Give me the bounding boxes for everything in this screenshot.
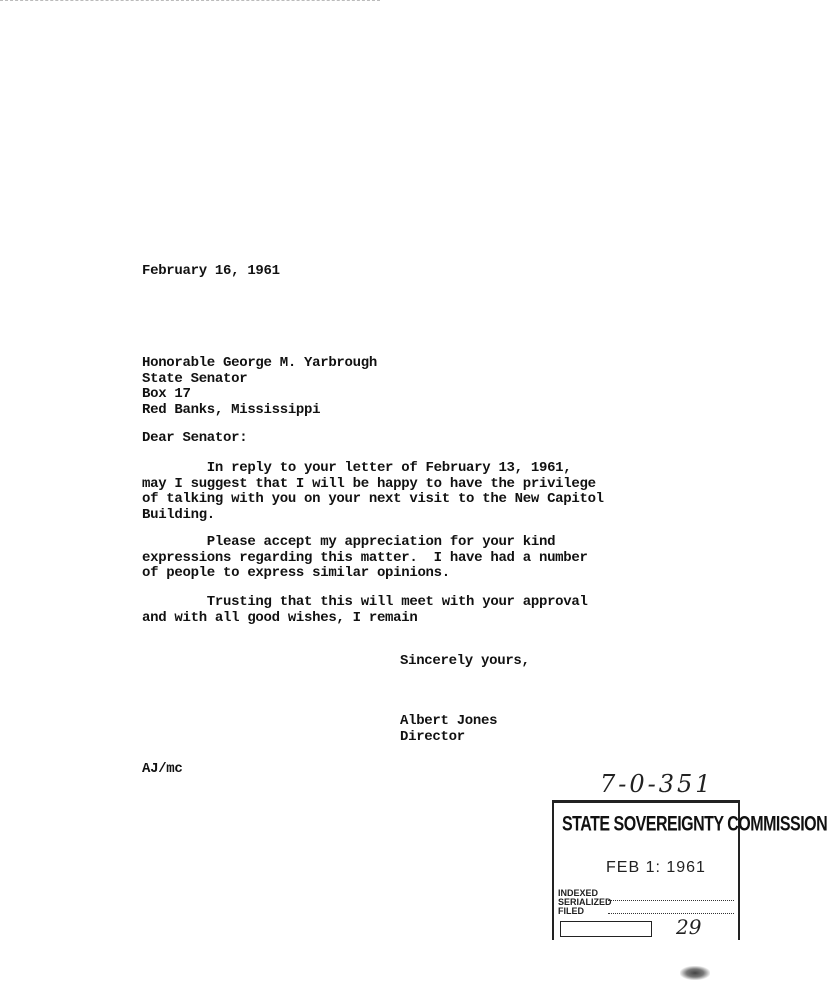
ink-smudge — [680, 966, 710, 980]
address-line: Box 17 — [142, 386, 191, 402]
signature-block — [400, 714, 497, 745]
recipient-address — [142, 356, 377, 418]
signer-title: Director — [400, 728, 465, 745]
paragraph-line: Trusting that this will meet with your approval — [142, 594, 588, 610]
paragraph-line: and with all good wishes, I remain — [142, 609, 418, 626]
paragraph-line: Please accept my appreciation for your kind — [142, 534, 556, 550]
stamp-entry-box — [560, 921, 652, 937]
stamp-label-filed: FILED — [558, 906, 584, 916]
paragraph-line: of talking with you on your next visit to the New Capitol — [142, 491, 604, 507]
stamp-dotted-lines — [608, 900, 734, 914]
handwritten-initials: 29 — [676, 915, 702, 939]
stamp-labels — [558, 889, 612, 916]
top-dashed-rule — [0, 0, 380, 1]
closing — [400, 654, 530, 670]
paragraph-3 — [142, 595, 588, 626]
stamp-title: STATE SOVEREIGNTY COMMISSION — [562, 813, 827, 836]
closing-text: Sincerely yours, — [400, 653, 530, 669]
address-line: Red Banks, Mississippi — [142, 401, 321, 418]
paragraph-line: Building. — [142, 506, 215, 523]
paragraph-line: expressions regarding this matter. I have had a number — [142, 549, 588, 566]
reference-initials: AJ/mc — [142, 761, 183, 777]
address-line: State Senator — [142, 370, 248, 387]
paragraph-1 — [142, 461, 604, 523]
handwritten-file-number: 7-0-351 — [600, 770, 714, 798]
letter-date: February 16, 1961 — [142, 263, 280, 279]
salutation: Dear Senator: — [142, 430, 248, 446]
paragraph-line: may I suggest that I will be happy to have the privilege — [142, 475, 596, 492]
stamp-label-indexed: INDEXED — [558, 888, 599, 898]
signer-name: Albert Jones — [400, 713, 498, 729]
paragraph-2 — [142, 535, 588, 582]
stamp-label-serialized: SERIALIZED — [558, 897, 612, 907]
stamp-date: FEB 1: 1961 — [606, 859, 706, 876]
address-line: Honorable George M. Yarbrough — [142, 355, 377, 371]
paragraph-line: In reply to your letter of February 13, 1961, — [142, 460, 572, 476]
commission-stamp — [552, 800, 827, 940]
paragraph-line: of people to express similar opinions. — [142, 565, 450, 581]
